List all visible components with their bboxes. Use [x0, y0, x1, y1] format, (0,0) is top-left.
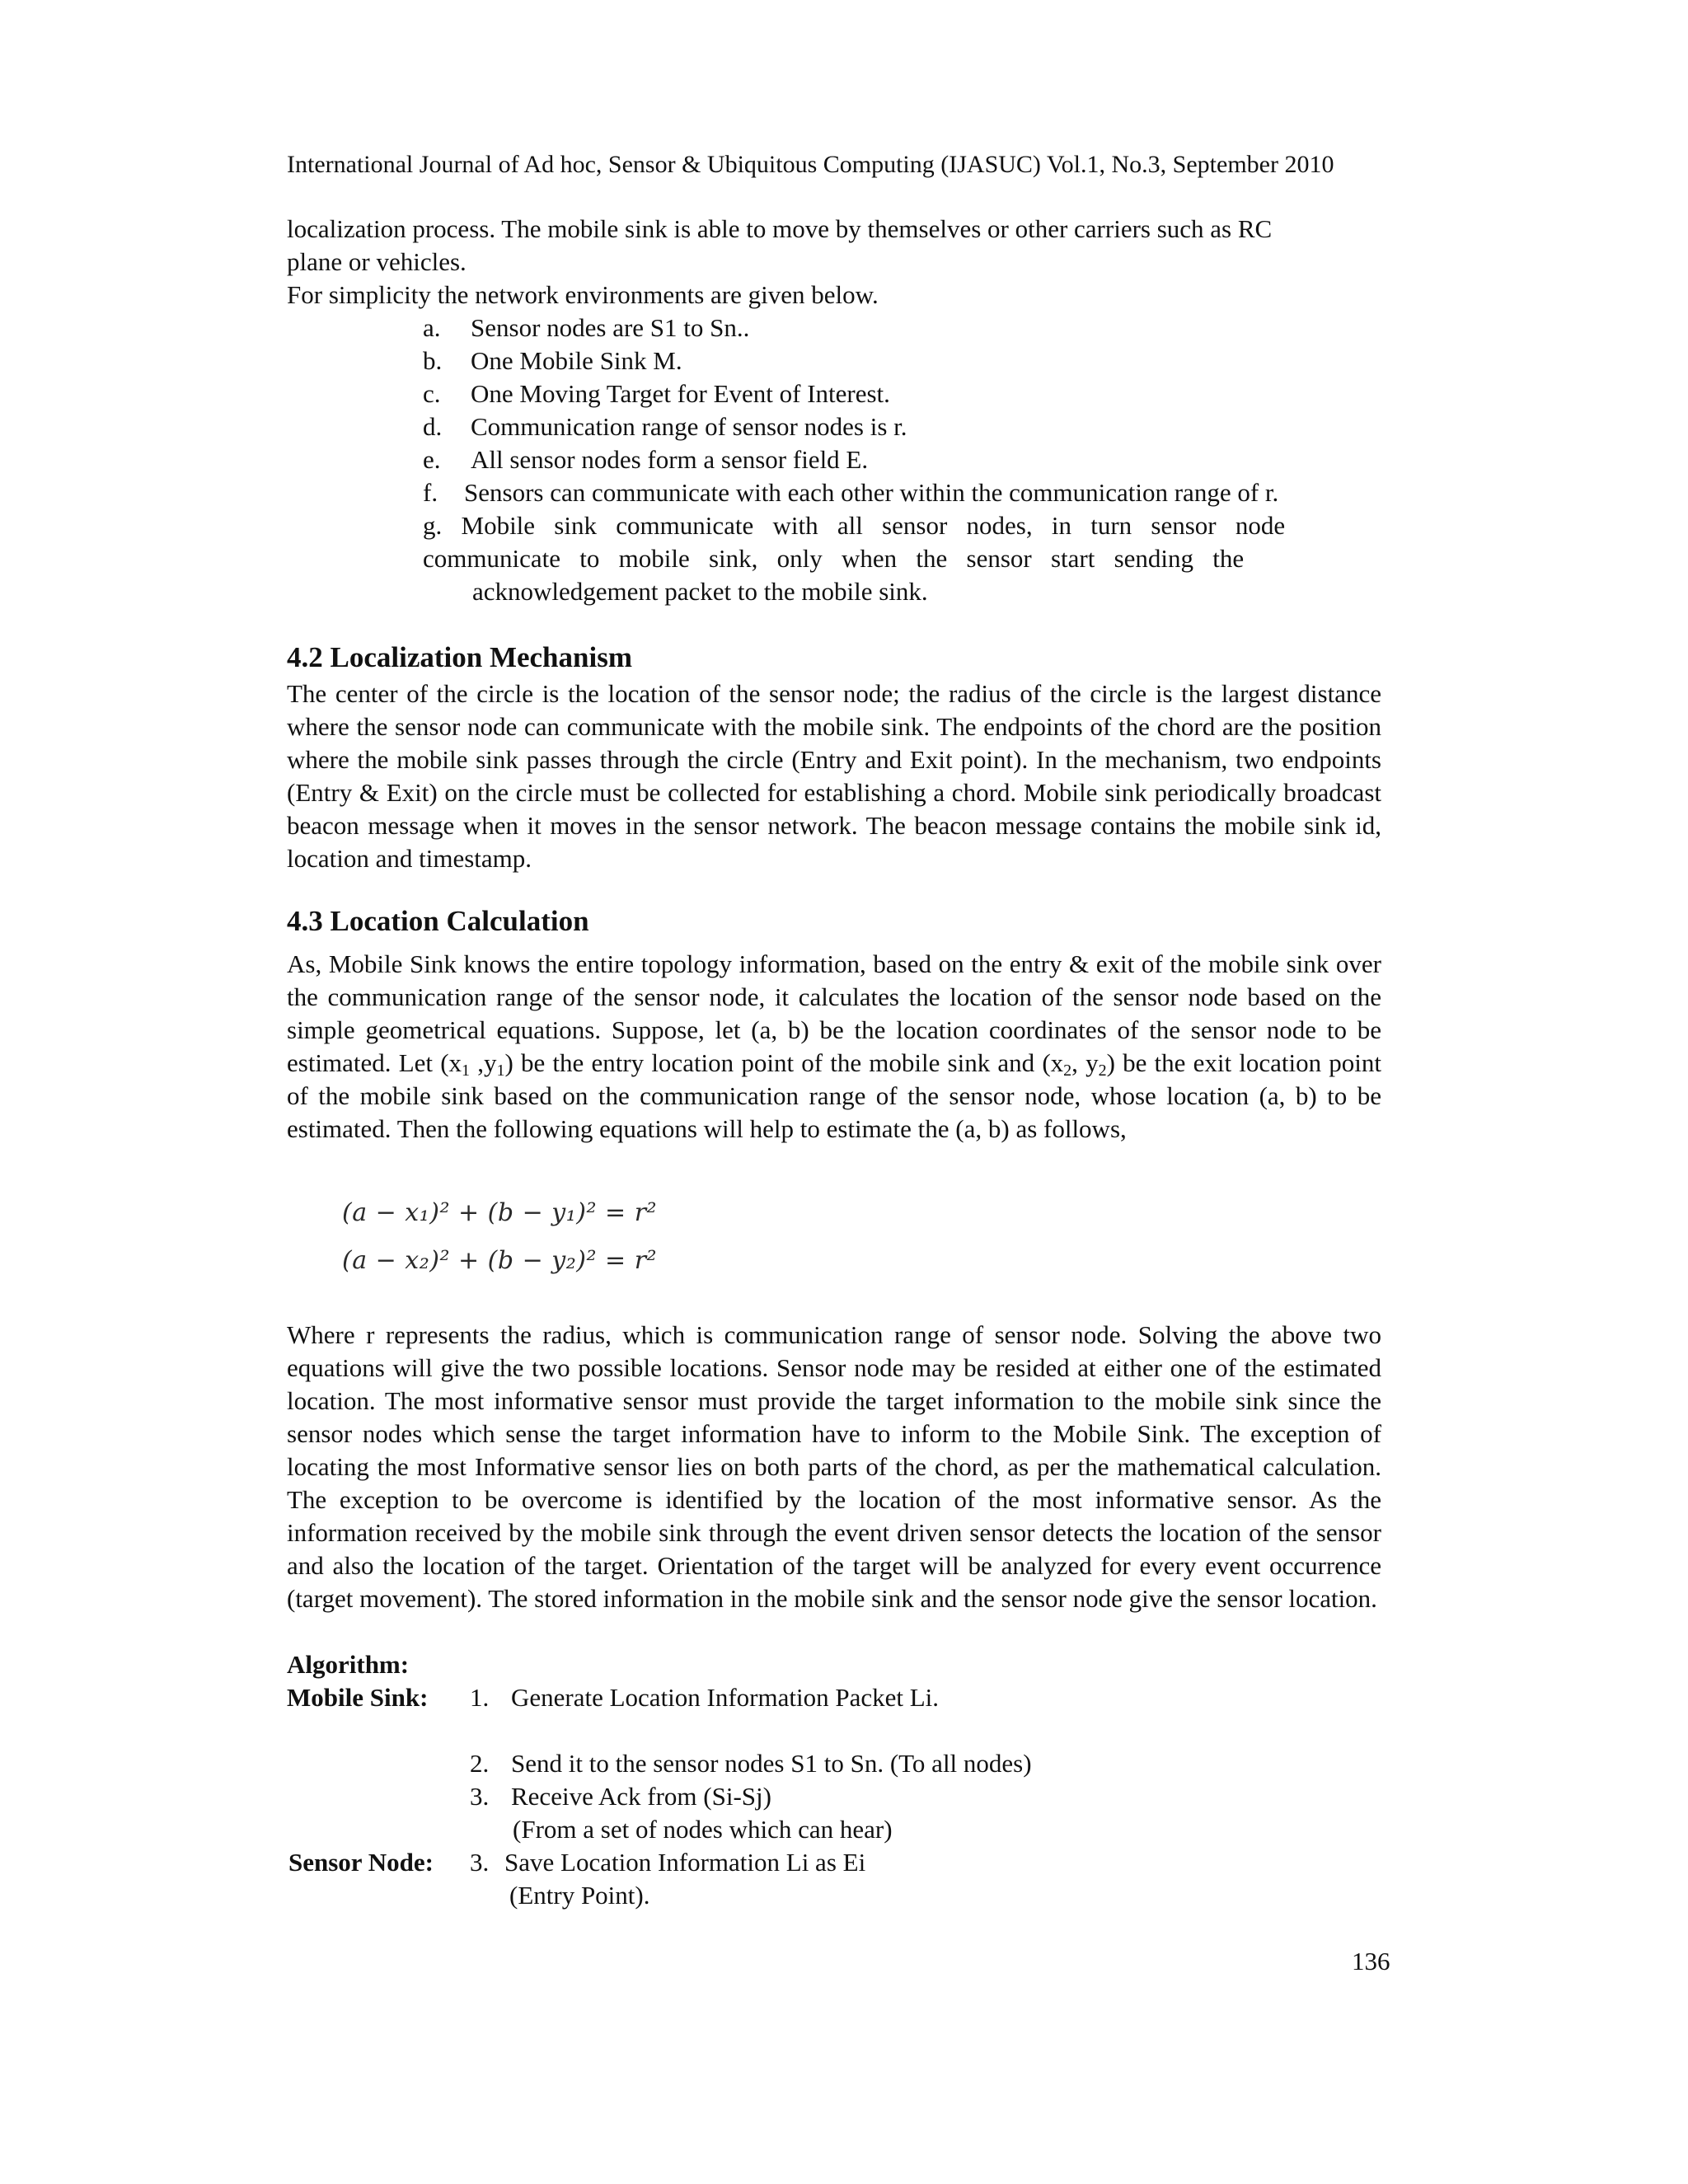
list-item-g-line-2: communicate to mobile sink, only when the sensor start sending the: [423, 544, 1245, 573]
list-marker: c.: [423, 379, 441, 408]
page-number: 136: [1352, 1947, 1390, 1975]
intro-line-3: For simplicity the network environments are given below.: [287, 280, 879, 309]
list-item: [423, 377, 890, 410]
running-header: International Journal of Ad hoc, Sensor & Ubiquitous Computing (IJASUC) Vol.1, No.3, September 2010: [287, 151, 1334, 178]
list-item: [423, 476, 1278, 509]
list-marker: a.: [423, 313, 441, 342]
list-item: [423, 344, 682, 377]
list-item: [423, 312, 749, 344]
equation-2: (a − x₂)² + (b − y₂)² = r²: [342, 1246, 658, 1275]
algorithm-title: Algorithm:: [287, 1650, 410, 1679]
list-text: All sensor nodes form a sensor field E.: [471, 445, 869, 474]
ms-step-2-number: 2.: [470, 1749, 490, 1778]
list-marker: b.: [423, 346, 443, 375]
section-heading-4-2: 4.2 Localization Mechanism: [287, 641, 632, 673]
list-marker: d.: [423, 412, 443, 441]
ms-step-1-number: 1.: [470, 1683, 490, 1712]
ms-step-2: Send it to the sensor nodes S1 to Sn. (To all nodes): [511, 1749, 1032, 1778]
paragraph-after-equations: Where r represents the radius, which is communication range of sensor node. Solving the above two equations will give the two possible locations. Sensor node may be resided at either one of the estimated location. The most informative sensor must provide the target information to the mobile sink since the sensor nodes which sense the target information have to inform to the Mobile Sink. The exception of locating the most Informative sensor lies on both parts of the chord, as per the mathematical calculation. The exception to be overcome is identified by the location of the most informative sensor. As the information received by the mobile sink through the event driven sensor detects the location of the sensor and also the location of the target. Orientation of the target will be analyzed for every event occurrence (target movement). The stored information in the mobile sink and the sensor node give the sensor location.: [287, 1320, 1381, 1613]
ms-step-3-note: (From a set of nodes which can hear): [513, 1815, 893, 1844]
intro-line-1: localization process. The mobile sink is able to move by themselves or other carriers such as RC: [287, 214, 1273, 243]
sn-step-3-note: (Entry Point).: [509, 1881, 650, 1910]
sn-step-3-number: 3.: [470, 1848, 490, 1877]
list-item: [423, 443, 868, 476]
section-heading-4-3: 4.3 Location Calculation: [287, 905, 589, 937]
intro-line-2: plane or vehicles.: [287, 247, 467, 276]
section-4-2-body: The center of the circle is the location of the sensor node; the radius of the circle is the largest distance where the sensor node can communicate with the mobile sink. The endpoints of the chord are the position where the mobile sink passes through the circle (Entry and Exit point). In the mechanism, two endpoints (Entry & Exit) on the circle must be collected for establishing a chord. Mobile sink periodically broadcast beacon message when it moves in the sensor network. The beacon message contains the mobile sink id, location and timestamp.: [287, 679, 1381, 873]
sensor-node-label: Sensor Node:: [288, 1848, 434, 1877]
list-text: One Mobile Sink M.: [471, 346, 682, 375]
sn-step-3: Save Location Information Li as Ei: [504, 1848, 866, 1877]
list-item-g-line-3: acknowledgement packet to the mobile sink.: [472, 577, 928, 606]
list-marker: e.: [423, 445, 441, 474]
section-4-3-body: As, Mobile Sink knows the entire topology information, based on the entry & exit of the mobile sink over the communication range of the sensor node, it calculates the location of the sensor node based on the simple geometrical equations. Suppose, let (a, b) be the location coordinates of the sensor node to be estimated. Let ($x_1$ $,y_1$) be the entry location point of the mobile sink and ($x_2$, $y_2$) be the exit location point of the mobile sink based on the communication range of the sensor node, whose location (a, b) to be estimated. Then the following equations will help to estimate the (a, b) as follows,: [287, 949, 1382, 1143]
list-item: [423, 410, 907, 443]
mobile-sink-label: Mobile Sink:: [287, 1683, 429, 1712]
list-item-g-line-1: g. Mobile sink communicate with all sensor nodes, in turn sensor node: [423, 511, 1286, 540]
list-text: Communication range of sensor nodes is r.: [471, 412, 907, 441]
ms-step-3-number: 3.: [470, 1782, 490, 1811]
list-text: One Moving Target for Event of Interest.: [471, 379, 890, 408]
list-marker: f.: [423, 478, 438, 507]
list-text: Sensors can communicate with each other within the communication range of r.: [464, 478, 1279, 507]
ms-step-3: Receive Ack from (Si-Sj): [511, 1782, 771, 1811]
ms-step-1: Generate Location Information Packet Li.: [511, 1683, 940, 1712]
equation-1: (a − x₁)² + (b − y₁)² = r²: [342, 1198, 658, 1227]
list-text: Sensor nodes are S1 to Sn..: [471, 313, 750, 342]
